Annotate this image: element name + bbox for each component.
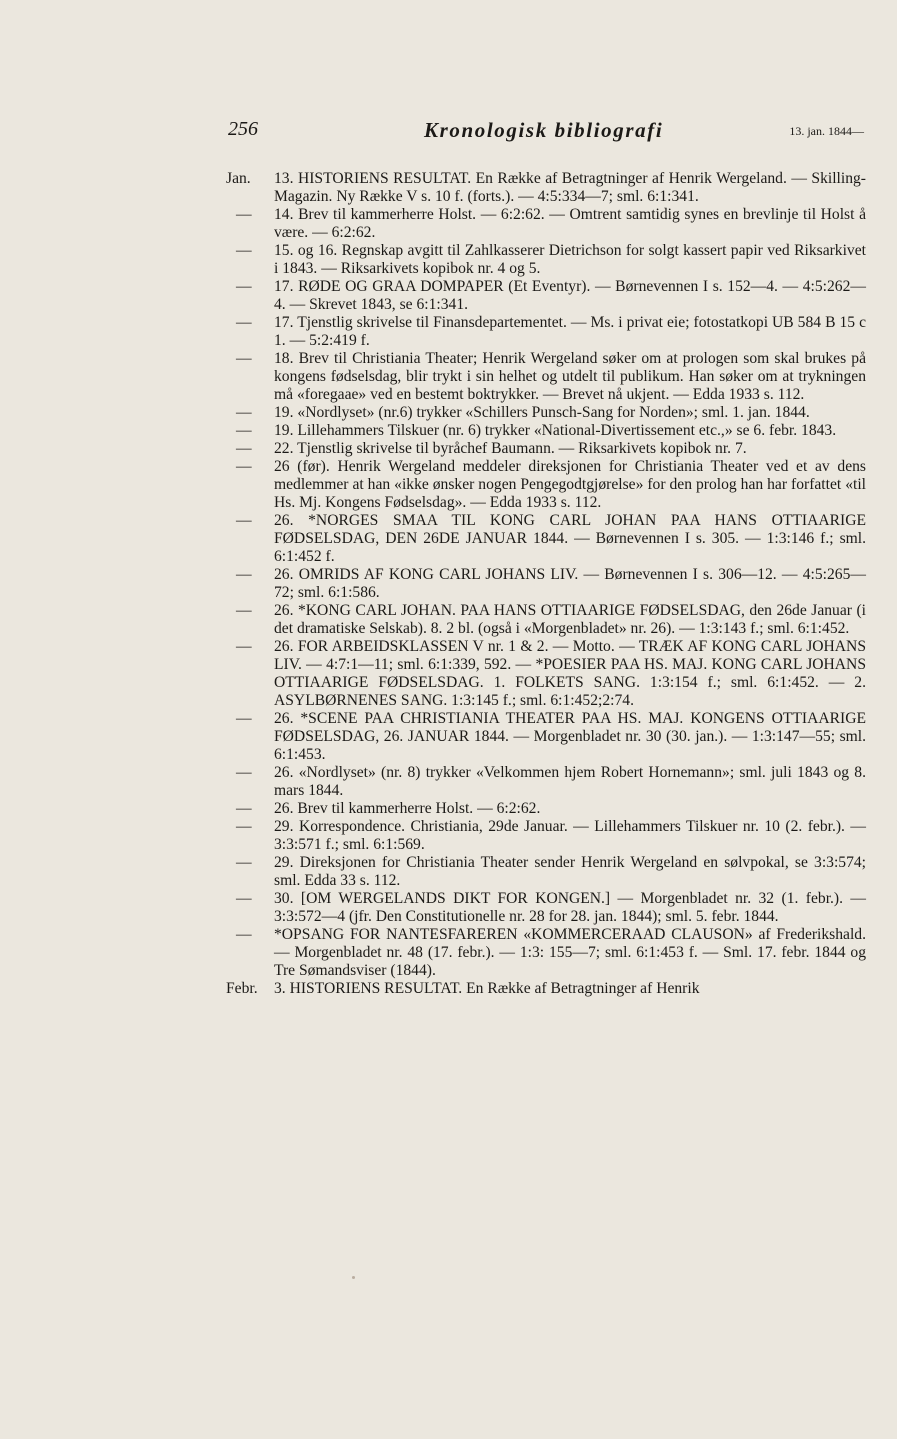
entry-text: 26. Brev til kammerherre Holst. — 6:2:62. [274,799,541,817]
entry-dash: — [236,602,252,619]
entry-text: 26. *KONG CARL JOHAN. PAA HANS OTTIAARIGE FØDSELSDAG, den 26de Januar (i det dramatiske Selskab). 8. 2 bl. (også i «Morgenbladet» nr. 26). — 1:3:143 f.; sml. 6:1:452. [274,602,866,637]
running-header [228,118,868,148]
entry-dash: — [236,242,252,259]
entry [226,854,866,890]
entry-text: 26. FOR ARBEIDSKLASSEN V nr. 1 & 2. — Motto. — TRÆK AF KONG CARL JOHANS LIV. — 4:7:1—11; sml. 6:1:339, 592. — *POESIER PAA HS. MAJ. KONG CARL JOHANS OTTIAARIGE FØDSELSDAG. 1. FOLKETS SANG. 1:3:154 f.; sml. 6:1:452. — 2. ASYLBØRNENES SANG. 1:3:145 f.; sml. 6:1:452;2:74. [274,638,866,709]
entry [226,422,866,440]
entry-dash: — [236,566,252,583]
entry [226,710,866,764]
entry-dash: — [236,278,252,295]
entry-dash: — [236,709,252,727]
entry [226,638,866,710]
entry [226,314,866,350]
entry-text: 26. *NORGES SMAA TIL KONG CARL JOHAN PAA HANS OTTIAARIGE FØDSELSDAG, DEN 26DE JANUAR 1844. — Børnevennen I s. 305. — 1:3:146 f.; sml. 6:1:452 f. [274,512,866,565]
entry-text: 15. og 16. Regnskap avgitt til Zahlkasserer Dietrichson for solgt kassert papir ved Riksarkivet i 1843. — Riksarkivets kopibok nr. 4 og 5. [274,242,866,277]
entry-dash: — [236,638,252,655]
entry-month-label: Febr. [226,979,258,997]
entry [226,890,866,926]
entry-dash: — [236,853,252,871]
entry-text: 26 (før). Henrik Wergeland meddeler direksjonen for Christiania Theater ved et av dens medlemmer at han «ikke ønsker nogen Pengegodtgjørelse» for den prolog han har forfattet «til Hs. Mj. Kongens Fødselsdag». — Edda 1933 s. 112. [274,458,866,511]
entry-dash: — [236,350,252,367]
entry [226,242,866,278]
entry [226,764,866,800]
entry-dash: — [236,763,252,781]
entry-text: 18. Brev til Christiania Theater; Henrik Wergeland søker om at prologen som skal brukes på kongens fødselsdag, blir trykt i sin helhet og utdelt til publikum. Han søker om at trykningen må «foregaae» ved en bestemt boktrykker. — Brevet nå ukjent. — Edda 1933 s. 112. [274,350,866,403]
running-title: Kronologisk bibliografi [424,118,664,142]
entry [226,512,866,566]
paper-speck [352,1276,355,1279]
entry [226,980,866,998]
entry [226,206,866,242]
entry-dash: — [236,512,252,530]
entry-dash: — [236,925,252,943]
entry-dash: — [236,799,252,817]
entry [226,602,866,638]
bibliography-entries [226,170,866,998]
entry [226,566,866,602]
entry [226,278,866,314]
entry-text: 19. «Nordlyset» (nr.6) trykker «Schillers Punsch-Sang for Norden»; sml. 1. jan. 1844. [274,403,810,421]
entry-dash: — [236,403,252,421]
page-number: 256 [228,118,258,140]
entry-text: 29. Direksjonen for Christiania Theater sender Henrik Wergeland en sølvpokal, se 3:3:574; sml. Edda 33 s. 112. [274,853,866,889]
date-range: 13. jan. 1844— [789,124,864,138]
entry [226,458,866,512]
entry-text: 14. Brev til kammerherre Holst. — 6:2:62. — Omtrent samtidig synes en brevlinje til Holst å være. — 6:2:62. [274,206,866,241]
entry-text: 17. RØDE OG GRAA DOMPAPER (Et Eventyr). — Børnevennen I s. 152—4. — 4:5:262—4. — Skrevet 1843, se 6:1:341. [274,278,866,313]
entry-text: 19. Lillehammers Tilskuer (nr. 6) trykker «National-Divertissement etc.,» se 6. febr. 1843. [274,422,837,439]
entry-text: 3. HISTORIENS RESULTAT. En Række af Betragtninger af Henrik [274,979,700,997]
entry-text: 26. «Nordlyset» (nr. 8) trykker «Velkommen hjem Robert Hornemann»; sml. juli 1843 og 8. mars 1844. [274,763,866,799]
entry-text: 26. *SCENE PAA CHRISTIANIA THEATER PAA HS. MAJ. KONGENS OTTIAARIGE FØDSELSDAG, 26. JANUAR 1844. — Morgenbladet nr. 30 (30. jan.). — 1:3:147—55; sml. 6:1:453. [274,709,866,763]
entry [226,818,866,854]
entry-dash: — [236,314,252,331]
entry-dash: — [236,458,252,476]
entry-text: 22. Tjenstlig skrivelse til byråchef Baumann. — Riksarkivets kopibok nr. 7. [274,440,747,458]
entry-text: *OPSANG FOR NANTESFAREREN «KOMMERCERAAD CLAUSON» af Frederikshald. — Morgenbladet nr. 48 (17. febr.). — 1:3: 155—7; sml. 6:1:453 f. — Sml. 17. febr. 1844 og Tre Sømandsviser (1844). [274,925,866,979]
entry-dash: — [236,817,252,835]
entry-dash: — [236,206,252,223]
entry-text: 29. Korrespondence. Christiania, 29de Januar. — Lillehammers Tilskuer nr. 10 (2. febr.). — 3:3:571 f.; sml. 6:1:569. [274,817,866,853]
entry-text: 17. Tjenstlig skrivelse til Finansdepartementet. — Ms. i privat eie; fotostatkopi UB 584 B 15 c 1. — 5:2:419 f. [274,314,866,349]
entry-dash: — [236,889,252,907]
entry-dash: — [236,422,252,439]
entry-dash: — [236,440,252,458]
entry [226,800,866,818]
entry [226,926,866,980]
entry [226,350,866,404]
entry [226,404,866,422]
entry-text: 26. OMRIDS AF KONG CARL JOHANS LIV. — Børnevennen I s. 306—12. — 4:5:265—72; sml. 6:1:586. [274,566,866,601]
entry [226,170,866,206]
entry-text: 13. HISTORIENS RESULTAT. En Række af Betragtninger af Henrik Wergeland. — Skilling-Magazin. Ny Række V s. 10 f. (forts.). — 4:5:334—7; sml. 6:1:341. [274,170,866,205]
entry-month-label: Jan. [226,170,251,187]
entry [226,440,866,458]
entry-text: 30. [OM WERGELANDS DIKT FOR KONGEN.] — Morgenbladet nr. 32 (1. febr.). — 3:3:572—4 (jfr. Den Constitutionelle nr. 28 for 28. jan. 1844); sml. 5. febr. 1844. [274,889,866,925]
